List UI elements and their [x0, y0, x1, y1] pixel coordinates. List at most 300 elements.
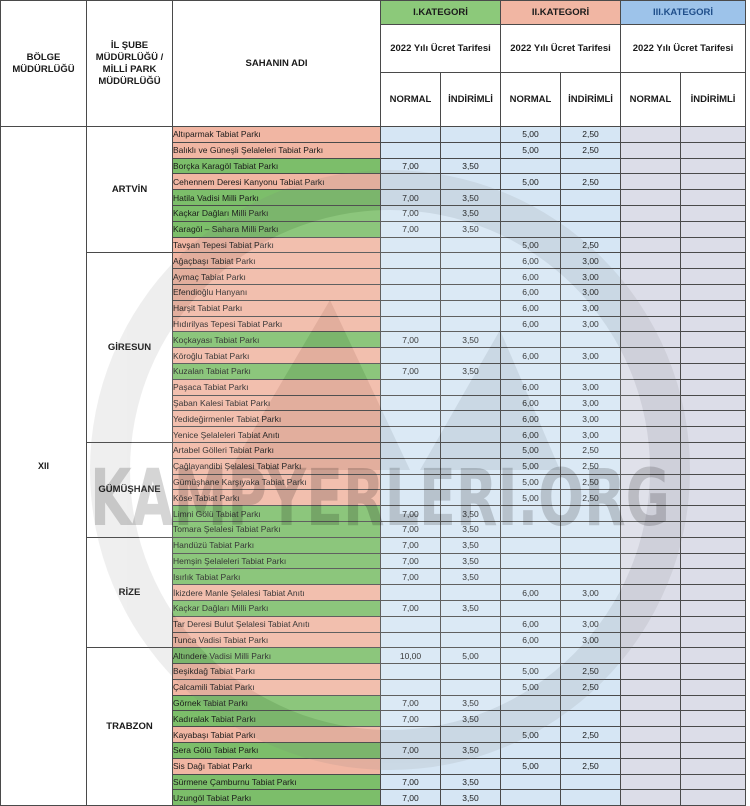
category-3-discount-cell — [681, 537, 746, 553]
category-3-discount-cell — [681, 316, 746, 332]
category-3-discount-cell — [681, 363, 746, 379]
category-2-discount-cell: 3,00 — [561, 253, 621, 269]
category-3-normal-cell — [621, 679, 681, 695]
category-2-discount-cell: 2,50 — [561, 474, 621, 490]
category-2-normal-cell — [501, 711, 561, 727]
category-1-normal-cell — [381, 758, 441, 774]
category-1-header: I.KATEGORİ — [381, 1, 501, 25]
category-1-discount-cell — [441, 300, 501, 316]
category-3-normal-cell — [621, 506, 681, 522]
category-1-normal-cell: 7,00 — [381, 521, 441, 537]
category-2-discount-cell — [561, 332, 621, 348]
category-2-discount-cell — [561, 711, 621, 727]
category-2-discount-cell — [561, 221, 621, 237]
category-2-normal-cell — [501, 205, 561, 221]
site-name-cell: İkizdere Manle Şelalesi Tabiat Anıtı — [173, 585, 381, 601]
category-2-normal-cell: 6,00 — [501, 585, 561, 601]
category-1-discount-cell — [441, 253, 501, 269]
category-2-normal-cell — [501, 158, 561, 174]
category-2-discount-cell — [561, 774, 621, 790]
category-2-discount-cell: 2,50 — [561, 127, 621, 143]
category-3-normal-cell — [621, 743, 681, 759]
category-3-discount-cell — [681, 711, 746, 727]
category-2-normal-cell: 6,00 — [501, 269, 561, 285]
site-name-cell: Yedideğirmenler Tabiat Parkı — [173, 411, 381, 427]
category-1-normal-cell: 7,00 — [381, 537, 441, 553]
category-1-discount-cell — [441, 679, 501, 695]
category-2-discount-cell: 2,50 — [561, 237, 621, 253]
site-name-cell: Beşikdağ Tabiat Parkı — [173, 664, 381, 680]
category-1-normal-cell: 7,00 — [381, 205, 441, 221]
site-name-cell: Tar Deresi Bulut Şelalesi Tabiat Anıtı — [173, 616, 381, 632]
site-name-cell: Kayabaşı Tabiat Parkı — [173, 727, 381, 743]
category-2-normal-cell: 6,00 — [501, 632, 561, 648]
category-3-discount-cell — [681, 490, 746, 506]
category-1-normal-cell: 7,00 — [381, 743, 441, 759]
category-1-discount-cell: 3,50 — [441, 790, 501, 806]
category-2-normal-cell: 5,00 — [501, 727, 561, 743]
category-3-normal-cell — [621, 695, 681, 711]
category-1-discount-cell — [441, 395, 501, 411]
category-2-normal-cell: 5,00 — [501, 490, 561, 506]
category-3-discount-header: İNDİRİMLİ — [681, 73, 746, 127]
category-1-discount-cell — [441, 142, 501, 158]
site-name-cell: Kaçkar Dağları Milli Parkı — [173, 600, 381, 616]
category-3-discount-cell — [681, 727, 746, 743]
category-1-discount-cell: 5,00 — [441, 648, 501, 664]
category-1-normal-cell — [381, 411, 441, 427]
category-2-discount-cell: 3,00 — [561, 616, 621, 632]
category-3-normal-cell — [621, 458, 681, 474]
category-2-normal-cell — [501, 695, 561, 711]
category-2-discount-cell — [561, 521, 621, 537]
category-1-normal-cell — [381, 348, 441, 364]
category-2-discount-cell — [561, 506, 621, 522]
category-3-normal-cell — [621, 237, 681, 253]
category-1-normal-cell — [381, 442, 441, 458]
category-3-discount-cell — [681, 127, 746, 143]
category-3-normal-cell — [621, 711, 681, 727]
category-2-normal-cell: 6,00 — [501, 427, 561, 443]
province-cell: GÜMÜŞHANE — [87, 442, 173, 537]
site-name-cell: Karagöl – Sahara Milli Parkı — [173, 221, 381, 237]
category-1-discount-cell — [441, 316, 501, 332]
category-3-normal-cell — [621, 427, 681, 443]
category-2-discount-cell: 3,00 — [561, 585, 621, 601]
category-3-normal-cell — [621, 269, 681, 285]
category-3-discount-cell — [681, 379, 746, 395]
site-name-cell: Sis Dağı Tabiat Parkı — [173, 758, 381, 774]
category-3-discount-cell — [681, 774, 746, 790]
category-3-normal-cell — [621, 348, 681, 364]
category-2-normal-cell: 6,00 — [501, 379, 561, 395]
category-1-discount-cell — [441, 284, 501, 300]
category-3-discount-cell — [681, 679, 746, 695]
category-2-discount-cell: 3,00 — [561, 284, 621, 300]
category-1-normal-cell: 7,00 — [381, 569, 441, 585]
category-2-discount-cell — [561, 158, 621, 174]
site-name-cell: Paşaca Tabiat Parkı — [173, 379, 381, 395]
category-1-discount-cell: 3,50 — [441, 521, 501, 537]
category-1-normal-cell — [381, 316, 441, 332]
category-3-normal-cell — [621, 585, 681, 601]
category-1-normal-cell: 7,00 — [381, 190, 441, 206]
site-name-cell: Limni Gölü Tabiat Parkı — [173, 506, 381, 522]
site-name-cell: Hıdırilyas Tepesi Tabiat Parkı — [173, 316, 381, 332]
category-3-discount-cell — [681, 395, 746, 411]
category-3-normal-cell — [621, 411, 681, 427]
category-2-normal-cell — [501, 506, 561, 522]
category-2-discount-cell: 3,00 — [561, 269, 621, 285]
category-1-normal-cell — [381, 616, 441, 632]
category-1-normal-cell: 7,00 — [381, 363, 441, 379]
category-1-discount-cell — [441, 174, 501, 190]
category-1-normal-cell — [381, 490, 441, 506]
category-2-discount-cell: 3,00 — [561, 395, 621, 411]
category-2-normal-cell — [501, 569, 561, 585]
category-2-normal-cell: 6,00 — [501, 300, 561, 316]
category-3-normal-cell — [621, 127, 681, 143]
category-3-normal-cell — [621, 632, 681, 648]
category-2-normal-header: NORMAL — [501, 73, 561, 127]
category-3-discount-cell — [681, 743, 746, 759]
category-1-discount-cell: 3,50 — [441, 553, 501, 569]
category-1-discount-cell: 3,50 — [441, 695, 501, 711]
category-1-normal-cell: 7,00 — [381, 711, 441, 727]
category-1-normal-cell — [381, 727, 441, 743]
category-3-normal-cell — [621, 158, 681, 174]
category-1-normal-cell — [381, 284, 441, 300]
category-2-normal-cell: 6,00 — [501, 316, 561, 332]
category-2-discount-cell — [561, 363, 621, 379]
category-3-discount-cell — [681, 205, 746, 221]
category-2-normal-cell — [501, 190, 561, 206]
category-2-discount-cell: 3,00 — [561, 316, 621, 332]
site-name-cell: Altındere Vadisi Milli Parkı — [173, 648, 381, 664]
category-2-normal-cell — [501, 790, 561, 806]
category-2-normal-cell: 6,00 — [501, 395, 561, 411]
site-name-cell: Çağlayandibi Şelalesi Tabiat Parkı — [173, 458, 381, 474]
category-1-normal-cell: 10,00 — [381, 648, 441, 664]
category-1-normal-cell — [381, 664, 441, 680]
category-2-discount-cell: 3,00 — [561, 379, 621, 395]
table-body — [1, 127, 746, 806]
category-3-discount-cell — [681, 632, 746, 648]
site-name-cell: Tunca Vadisi Tabiat Parkı — [173, 632, 381, 648]
category-3-discount-cell — [681, 521, 746, 537]
category-1-discount-cell — [441, 427, 501, 443]
category-2-discount-cell — [561, 569, 621, 585]
region-column-header: BÖLGE MÜDÜRLÜĞÜ — [1, 1, 87, 127]
category-3-normal-cell — [621, 664, 681, 680]
category-2-discount-header: İNDİRİMLİ — [561, 73, 621, 127]
category-2-discount-cell: 2,50 — [561, 679, 621, 695]
site-name-cell: Kuzalan Tabiat Parkı — [173, 363, 381, 379]
table-row — [1, 253, 746, 269]
category-3-discount-cell — [681, 427, 746, 443]
category-3-normal-cell — [621, 142, 681, 158]
category-1-discount-cell: 3,50 — [441, 332, 501, 348]
category-1-normal-header: NORMAL — [381, 73, 441, 127]
category-2-discount-cell: 2,50 — [561, 142, 621, 158]
category-1-discount-cell: 3,50 — [441, 537, 501, 553]
category-1-normal-cell — [381, 300, 441, 316]
category-1-discount-cell — [441, 458, 501, 474]
category-2-discount-cell — [561, 790, 621, 806]
category-3-tariff-header: 2022 Yılı Ücret Tarifesi — [621, 25, 746, 73]
category-1-normal-cell — [381, 269, 441, 285]
category-3-normal-cell — [621, 521, 681, 537]
province-cell: RİZE — [87, 537, 173, 648]
site-name-cell: Tomara Şelalesi Tabiat Parkı — [173, 521, 381, 537]
category-2-normal-cell: 5,00 — [501, 758, 561, 774]
category-1-normal-cell — [381, 632, 441, 648]
category-2-normal-cell — [501, 537, 561, 553]
province-cell: TRABZON — [87, 648, 173, 806]
category-3-normal-cell — [621, 174, 681, 190]
category-2-normal-cell: 5,00 — [501, 174, 561, 190]
category-1-discount-cell — [441, 269, 501, 285]
category-2-normal-cell — [501, 363, 561, 379]
category-3-normal-cell — [621, 616, 681, 632]
category-3-normal-cell — [621, 569, 681, 585]
category-3-discount-cell — [681, 474, 746, 490]
site-name-cell: Hatila Vadisi Milli Parkı — [173, 190, 381, 206]
category-2-discount-cell: 3,00 — [561, 348, 621, 364]
category-1-discount-cell: 3,50 — [441, 569, 501, 585]
table-row — [1, 127, 746, 143]
category-3-normal-cell — [621, 758, 681, 774]
category-2-discount-cell — [561, 743, 621, 759]
category-1-normal-cell: 7,00 — [381, 695, 441, 711]
category-3-discount-cell — [681, 600, 746, 616]
category-2-discount-cell: 3,00 — [561, 632, 621, 648]
category-1-normal-cell — [381, 474, 441, 490]
category-2-normal-cell: 6,00 — [501, 253, 561, 269]
category-3-discount-cell — [681, 790, 746, 806]
category-3-discount-cell — [681, 142, 746, 158]
site-name-cell: Efendioğlu Hanyanı — [173, 284, 381, 300]
category-3-normal-cell — [621, 363, 681, 379]
table-row — [1, 537, 746, 553]
table-header — [1, 1, 746, 127]
category-2-normal-cell: 6,00 — [501, 616, 561, 632]
category-2-normal-cell: 5,00 — [501, 237, 561, 253]
site-column-header: SAHANIN ADI — [173, 1, 381, 127]
category-1-normal-cell — [381, 379, 441, 395]
site-name-cell: Uzungöl Tabiat Parkı — [173, 790, 381, 806]
category-3-discount-cell — [681, 221, 746, 237]
category-2-discount-cell: 2,50 — [561, 490, 621, 506]
category-3-normal-cell — [621, 727, 681, 743]
site-name-cell: Tavşan Tepesi Tabiat Parkı — [173, 237, 381, 253]
category-1-normal-cell — [381, 127, 441, 143]
category-1-normal-cell — [381, 585, 441, 601]
category-3-normal-cell — [621, 474, 681, 490]
category-3-normal-cell — [621, 537, 681, 553]
category-3-discount-cell — [681, 300, 746, 316]
category-1-discount-cell: 3,50 — [441, 363, 501, 379]
category-3-normal-cell — [621, 300, 681, 316]
category-1-discount-cell: 3,50 — [441, 205, 501, 221]
category-2-normal-cell: 5,00 — [501, 458, 561, 474]
site-name-cell: Sürmene Çamburnu Tabiat Parkı — [173, 774, 381, 790]
category-3-discount-cell — [681, 269, 746, 285]
category-3-normal-cell — [621, 316, 681, 332]
category-2-discount-cell: 2,50 — [561, 664, 621, 680]
category-3-discount-cell — [681, 695, 746, 711]
category-2-normal-cell — [501, 521, 561, 537]
category-3-normal-cell — [621, 284, 681, 300]
category-1-normal-cell: 7,00 — [381, 553, 441, 569]
site-name-cell: Borçka Karagöl Tabiat Parkı — [173, 158, 381, 174]
category-1-discount-cell: 3,50 — [441, 221, 501, 237]
category-3-discount-cell — [681, 585, 746, 601]
category-1-normal-cell: 7,00 — [381, 158, 441, 174]
category-1-discount-cell: 3,50 — [441, 506, 501, 522]
category-2-normal-cell — [501, 774, 561, 790]
site-name-cell: Görnek Tabiat Parkı — [173, 695, 381, 711]
category-3-discount-cell — [681, 553, 746, 569]
site-name-cell: Gümüşhane Karşıyaka Tabiat Parkı — [173, 474, 381, 490]
region-cell: XII — [1, 127, 87, 806]
category-1-normal-cell: 7,00 — [381, 506, 441, 522]
category-2-discount-cell: 2,50 — [561, 458, 621, 474]
province-cell: GİRESUN — [87, 253, 173, 443]
category-1-normal-cell — [381, 458, 441, 474]
category-2-normal-cell — [501, 221, 561, 237]
category-1-normal-cell — [381, 395, 441, 411]
category-2-discount-cell — [561, 205, 621, 221]
category-2-normal-cell: 6,00 — [501, 411, 561, 427]
category-3-normal-cell — [621, 205, 681, 221]
category-1-discount-cell — [441, 664, 501, 680]
category-2-normal-cell: 6,00 — [501, 348, 561, 364]
category-3-discount-cell — [681, 506, 746, 522]
category-1-discount-cell: 3,50 — [441, 711, 501, 727]
category-3-normal-header: NORMAL — [621, 73, 681, 127]
category-2-discount-cell: 2,50 — [561, 758, 621, 774]
category-3-normal-cell — [621, 774, 681, 790]
category-3-normal-cell — [621, 221, 681, 237]
category-1-normal-cell — [381, 427, 441, 443]
province-cell: ARTVİN — [87, 127, 173, 253]
category-3-discount-cell — [681, 332, 746, 348]
category-2-discount-cell — [561, 190, 621, 206]
category-1-normal-cell: 7,00 — [381, 774, 441, 790]
site-name-cell: Cehennem Deresi Kanyonu Tabiat Parkı — [173, 174, 381, 190]
site-name-cell: Kaçkar Dağları Milli Parkı — [173, 205, 381, 221]
site-name-cell: Çalcamili Tabiat Parkı — [173, 679, 381, 695]
category-1-discount-cell: 3,50 — [441, 774, 501, 790]
category-3-discount-cell — [681, 758, 746, 774]
category-2-tariff-header: 2022 Yılı Ücret Tarifesi — [501, 25, 621, 73]
site-name-cell: Köse Tabiat Parkı — [173, 490, 381, 506]
table-row — [1, 648, 746, 664]
category-1-discount-cell — [441, 411, 501, 427]
branch-column-header: İL ŞUBE MÜDÜRLÜĞÜ / MİLLİ PARK MÜDÜRLÜĞÜ — [87, 1, 173, 127]
category-2-normal-cell — [501, 648, 561, 664]
category-2-discount-cell: 2,50 — [561, 442, 621, 458]
category-3-normal-cell — [621, 379, 681, 395]
category-2-discount-cell — [561, 553, 621, 569]
category-1-discount-cell — [441, 442, 501, 458]
category-2-discount-cell: 3,00 — [561, 427, 621, 443]
site-name-cell: Kadıralak Tabiat Parkı — [173, 711, 381, 727]
category-3-discount-cell — [681, 442, 746, 458]
site-name-cell: Altıparmak Tabiat Parkı — [173, 127, 381, 143]
category-3-discount-cell — [681, 190, 746, 206]
site-name-cell: Handüzü Tabiat Parkı — [173, 537, 381, 553]
category-1-normal-cell — [381, 253, 441, 269]
site-name-cell: Harşit Tabiat Parkı — [173, 300, 381, 316]
category-3-normal-cell — [621, 490, 681, 506]
category-3-discount-cell — [681, 411, 746, 427]
category-2-normal-cell: 5,00 — [501, 442, 561, 458]
category-3-discount-cell — [681, 648, 746, 664]
category-3-normal-cell — [621, 553, 681, 569]
category-2-normal-cell — [501, 332, 561, 348]
category-2-discount-cell — [561, 695, 621, 711]
category-3-discount-cell — [681, 616, 746, 632]
category-1-discount-cell — [441, 490, 501, 506]
category-2-discount-cell: 3,00 — [561, 300, 621, 316]
site-name-cell: Köroğlu Tabiat Parkı — [173, 348, 381, 364]
category-1-normal-cell — [381, 174, 441, 190]
category-1-discount-cell — [441, 585, 501, 601]
category-3-discount-cell — [681, 237, 746, 253]
category-1-normal-cell — [381, 142, 441, 158]
site-name-cell: Şaban Kalesi Tabiat Parkı — [173, 395, 381, 411]
category-2-normal-cell — [501, 743, 561, 759]
category-1-discount-cell — [441, 348, 501, 364]
category-1-normal-cell — [381, 679, 441, 695]
category-3-discount-cell — [681, 158, 746, 174]
category-1-discount-cell: 3,50 — [441, 743, 501, 759]
site-name-cell: Sera Gölü Tabiat Parkı — [173, 743, 381, 759]
category-3-discount-cell — [681, 458, 746, 474]
category-3-normal-cell — [621, 600, 681, 616]
category-2-discount-cell — [561, 537, 621, 553]
site-name-cell: Aymaç Tabiat Parkı — [173, 269, 381, 285]
category-3-header: III.KATEGORİ — [621, 1, 746, 25]
category-1-normal-cell: 7,00 — [381, 600, 441, 616]
category-2-normal-cell: 6,00 — [501, 284, 561, 300]
table-row — [1, 442, 746, 458]
site-name-cell: Artabel Gölleri Tabiat Parkı — [173, 442, 381, 458]
category-1-discount-cell — [441, 127, 501, 143]
site-name-cell: Isırlık Tabiat Parkı — [173, 569, 381, 585]
category-1-normal-cell — [381, 237, 441, 253]
category-2-normal-cell — [501, 600, 561, 616]
category-1-normal-cell: 7,00 — [381, 221, 441, 237]
category-1-discount-cell — [441, 379, 501, 395]
category-3-normal-cell — [621, 190, 681, 206]
site-name-cell: Yenice Şelaleleri Tabiat Anıtı — [173, 427, 381, 443]
category-1-discount-cell: 3,50 — [441, 600, 501, 616]
category-2-header: II.KATEGORİ — [501, 1, 621, 25]
category-1-normal-cell: 7,00 — [381, 790, 441, 806]
category-3-normal-cell — [621, 253, 681, 269]
category-2-normal-cell: 5,00 — [501, 142, 561, 158]
category-3-discount-cell — [681, 174, 746, 190]
category-3-normal-cell — [621, 648, 681, 664]
category-3-normal-cell — [621, 442, 681, 458]
category-2-normal-cell — [501, 553, 561, 569]
category-1-normal-cell: 7,00 — [381, 332, 441, 348]
category-1-tariff-header: 2022 Yılı Ücret Tarifesi — [381, 25, 501, 73]
category-3-discount-cell — [681, 664, 746, 680]
